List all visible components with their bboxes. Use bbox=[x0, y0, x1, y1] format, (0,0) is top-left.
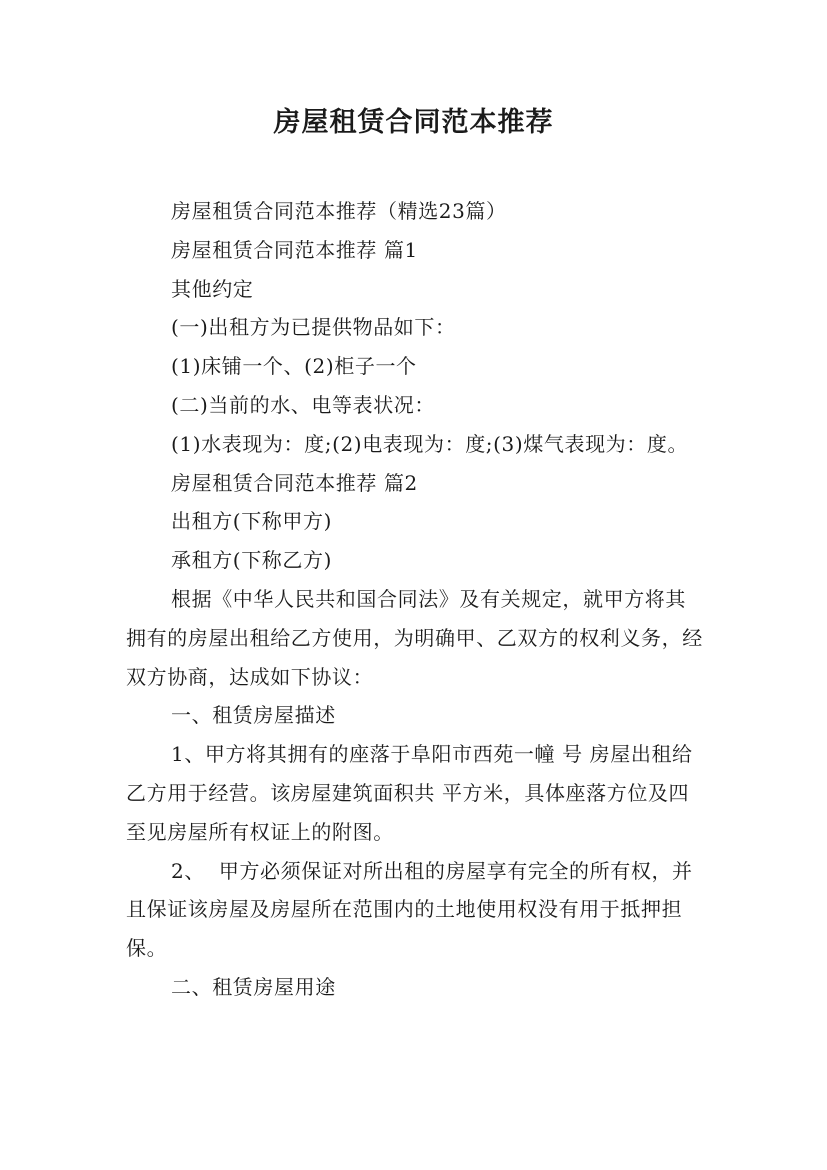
paragraph: 出租方(下称甲方) bbox=[171, 509, 333, 534]
paragraph: 根据《中华人民共和国合同法》及有关规定，就甲方将其拥有的房屋出租给乙方使用，为明确甲、乙双方的权利义务，经双方协商，达成如下协议： bbox=[126, 586, 703, 689]
paragraph: 房屋租赁合同范本推荐 篇2 bbox=[171, 470, 418, 495]
paragraph: 二、租赁房屋用途 bbox=[171, 974, 336, 999]
document-title: 房屋租赁合同范本推荐 bbox=[273, 107, 554, 138]
paragraph: (一)出租方为已提供物品如下： bbox=[171, 315, 456, 340]
paragraph: (1)床铺一个、(2)柜子一个 bbox=[171, 354, 417, 379]
paragraph: 承租方(下称乙方) bbox=[171, 548, 333, 573]
paragraph: 一、租赁房屋描述 bbox=[171, 703, 336, 728]
paragraph: 2、 甲方必须保证对所出租的房屋享有完全的所有权，并且保证该房屋及房屋所在范围内的土地使用权没有用于抵押担保。 bbox=[126, 858, 693, 961]
document-body bbox=[126, 192, 706, 1007]
paragraph: 1、甲方将其拥有的座落于阜阳市西苑一幢 号 房屋出租给乙方用于经营。该房屋建筑面积共 平方米，具体座落方位及四至见房屋所有权证上的附图。 bbox=[126, 742, 693, 844]
paragraph: (二)当前的水、电等表状况： bbox=[171, 392, 436, 417]
paragraph: (1)水表现为：度;(2)电表现为：度;(3)煤气表现为：度。 bbox=[171, 431, 689, 456]
paragraph: 房屋租赁合同范本推荐（精选23篇） bbox=[171, 199, 507, 223]
paragraph: 其他约定 bbox=[171, 276, 254, 301]
paragraph: 房屋租赁合同范本推荐 篇1 bbox=[171, 237, 418, 262]
